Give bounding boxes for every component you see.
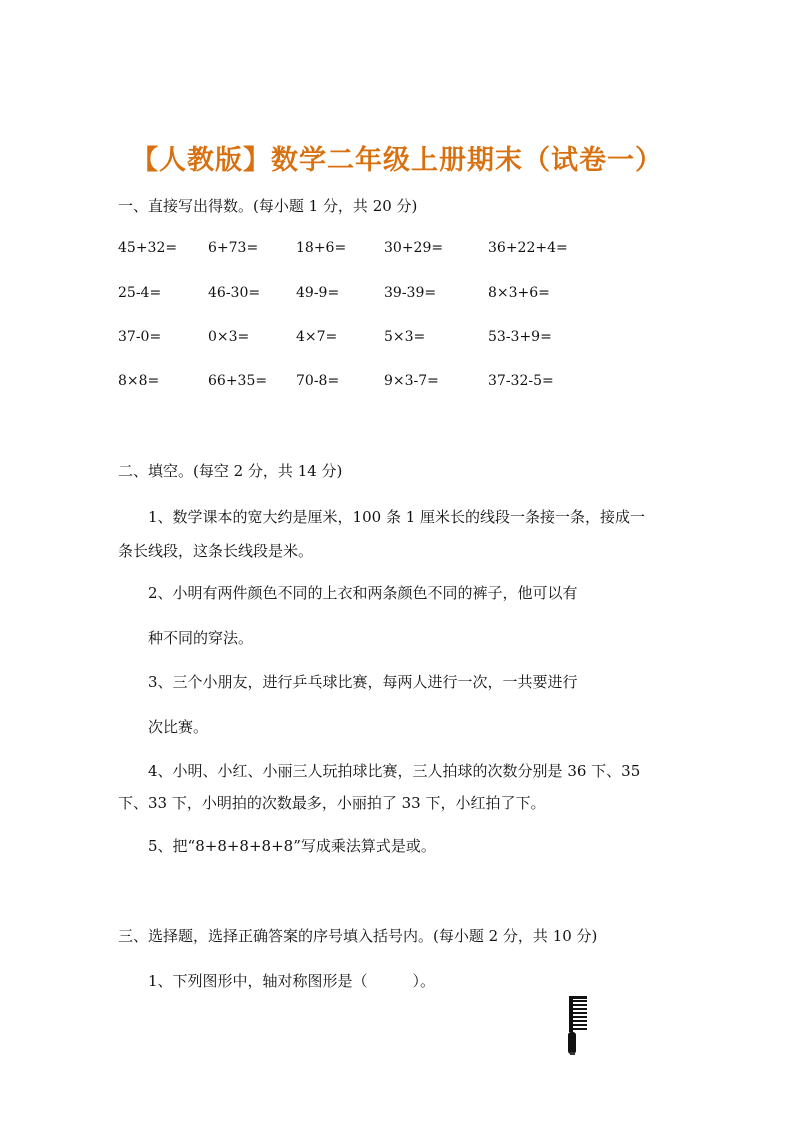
question-3-1-line1: 1、下列图形中，轴对称图形是（ ）。 xyxy=(148,972,436,990)
page-title: 【人教版】数学二年级上册期末（试卷一） xyxy=(131,145,663,176)
calc-item: 18+6= xyxy=(296,240,347,256)
calc-item: 49-9= xyxy=(296,285,340,301)
calc-item: 30+29= xyxy=(384,240,444,256)
question-2-3-line2: 次比赛。 xyxy=(148,718,209,736)
calc-item: 66+35= xyxy=(208,373,268,389)
question-2-4-line1: 4、小明、小红、小丽三人玩拍球比赛，三人拍球的次数分别是 36 下、35 xyxy=(148,762,641,780)
section3-heading: 三、选择题，选择正确答案的序号填入括号内。(每小题 2 分，共 10 分) xyxy=(118,927,598,945)
calc-item: 4×7= xyxy=(296,329,338,345)
calc-item: 8×3+6= xyxy=(488,285,550,301)
question-2-2-line2: 种不同的穿法。 xyxy=(148,629,254,647)
calc-item: 46-30= xyxy=(208,285,261,301)
calc-item: 70-8= xyxy=(296,373,340,389)
calc-item: 0×3= xyxy=(208,329,250,345)
question-2-4-line2: 下、33 下，小明拍的次数最多，小丽拍了 33 下，小红拍了下。 xyxy=(118,794,546,812)
calc-item: 45+32= xyxy=(118,240,178,256)
calc-item: 53-3+9= xyxy=(488,329,552,345)
question-2-1-line1: 1、数学课本的宽大约是厘米，100 条 1 厘米长的线段一条接一条，接成一 xyxy=(148,508,646,526)
calc-item: 37-0= xyxy=(118,329,162,345)
calc-item: 5×3= xyxy=(384,329,426,345)
calc-item: 6+73= xyxy=(208,240,259,256)
question-2-5-line1: 5、把“8+8+8+8+8”写成乘法算式是或。 xyxy=(148,837,436,855)
calc-item: 37-32-5= xyxy=(488,373,554,389)
section1-heading: 一、直接写出得数。(每小题 1 分，共 20 分) xyxy=(118,197,418,215)
calc-item: 9×3-7= xyxy=(384,373,439,389)
calc-item: 36+22+4= xyxy=(488,240,568,256)
calc-item: 25-4= xyxy=(118,285,162,301)
comb-icon xyxy=(566,996,590,1058)
question-2-2-line1: 2、小明有两件颜色不同的上衣和两条颜色不同的裤子，他可以有 xyxy=(148,584,578,602)
question-2-3-line1: 3、三个小朋友，进行乒乓球比赛，每两人进行一次，一共要进行 xyxy=(148,673,578,691)
calc-item: 39-39= xyxy=(384,285,437,301)
question-2-1-line2: 条长线段，这条长线段是米。 xyxy=(118,542,314,560)
section2-heading: 二、填空。(每空 2 分，共 14 分) xyxy=(118,462,343,480)
calc-item: 8×8= xyxy=(118,373,160,389)
